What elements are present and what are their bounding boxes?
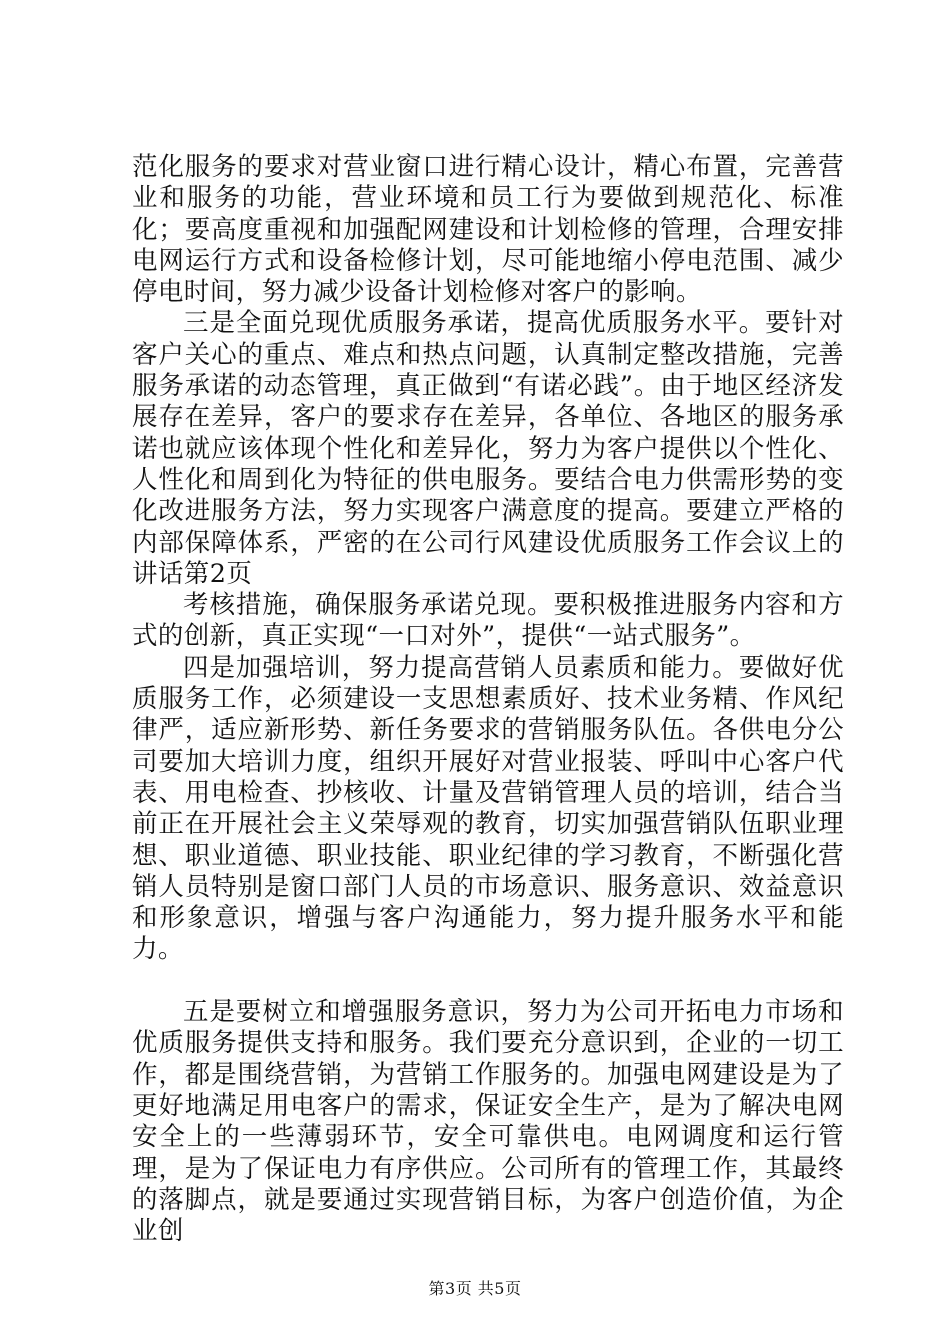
paragraph-continuation: 范化服务的要求对营业窗口进行精心设计，精心布置，完善营业和服务的功能，营业环境和员工行为要做到规范化、标准化；要高度重视和加强配网建设和计划检修的管理，合理安排电网运行方式和设备检修计划，尽可能地缩小停电范围、减少停电时间，努力减少设备计划检修对客户的影响。 xyxy=(132,152,844,308)
paragraph-point-four: 四是加强培训，努力提高营销人员素质和能力。要做好优质服务工作，必须建设一支思想素质好、技术业务精、作风纪律严，适应新形势、新任务要求的营销服务队伍。各供电分公司要加大培训力度，组织开展好对营业报装、呼叫中心客户代表、用电检查、抄核收、计量及营销管理人员的培训，结合当前正在开展社会主义荣辱观的教育，切实加强营销队伍职业理想、职业道德、职业技能、职业纪律的学习教育，不断强化营销人员特别是窗口部门人员的市场意识、服务意识、效益意识和形象意识，增强与客户沟通能力，努力提升服务水平和能力。 xyxy=(132,652,844,965)
paragraph-assessment: 考核措施，确保服务承诺兑现。要积极推进服务内容和方式的创新，真正实现“一口对外”，提供“一站式服务”。 xyxy=(132,590,844,652)
paragraph-point-three: 三是全面兑现优质服务承诺，提高优质服务水平。要针对客户关心的重点、难点和热点问题，认真制定整改措施，完善服务承诺的动态管理，真正做到“有诺必践”。由于地区经济发展存在差异，客户的要求存在差异，各单位、各地区的服务承诺也就应该体现个性化和差异化，努力为客户提供以个性化、人性化和周到化为特征的供电服务。要结合电力供需形势的变化改进服务方法，努力实现客户满意度的提高。要建立严格的内部保障体系，严密的在公司行风建设优质服务工作会议上的讲话第2页 xyxy=(132,308,844,589)
paragraph-point-five: 五是要树立和增强服务意识，努力为公司开拓电力市场和优质服务提供支持和服务。我们要充分意识到，企业的一切工作，都是围绕营销，为营销工作服务的。加强电网建设是为了更好地满足用电客户的需求，保证安全生产，是为了解决电网安全上的一些薄弱环节，安全可靠供电。电网调度和运行管理，是为了保证电力有序供应。公司所有的管理工作，其最终的落脚点，就是要通过实现营销目标，为客户创造价值，为企业创 xyxy=(132,997,844,1247)
paragraph-gap xyxy=(132,966,844,997)
document-body xyxy=(132,152,844,1247)
page-footer: 第3页 共5页 xyxy=(428,1279,522,1298)
